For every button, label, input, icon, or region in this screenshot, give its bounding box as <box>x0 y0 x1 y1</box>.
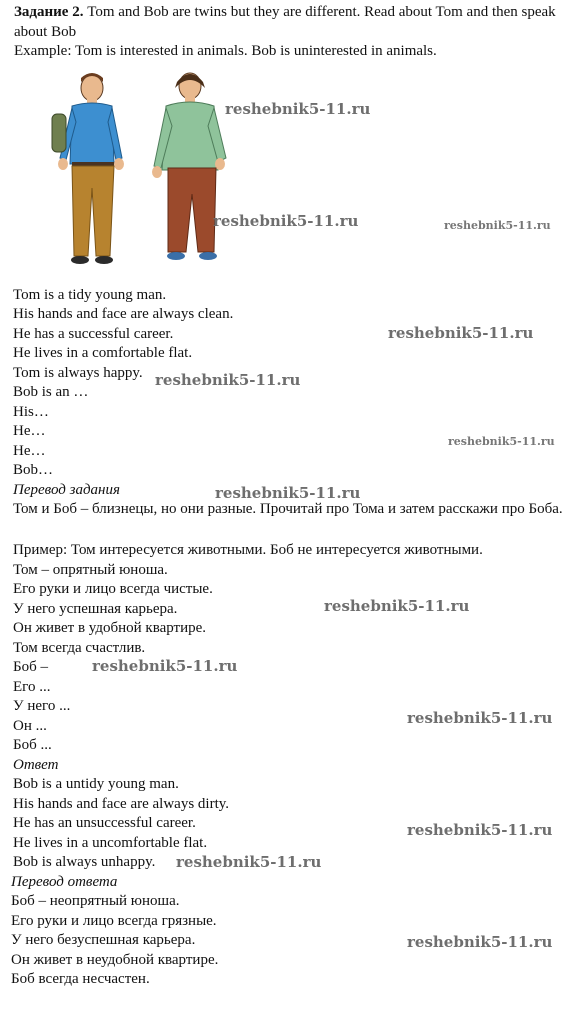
watermark: reshebnik5-11.ru <box>92 657 238 675</box>
answer-line: Bob is always unhappy. <box>13 854 156 870</box>
watermark: reshebnik5-11.ru <box>215 484 361 502</box>
answer-translation-line: Боб – неопрятный юноша. <box>11 893 180 909</box>
watermark: reshebnik5-11.ru <box>324 597 470 615</box>
answer-line: He has an unsuccessful career. <box>13 815 196 831</box>
watermark: reshebnik5-11.ru <box>155 371 301 389</box>
watermark: reshebnik5-11.ru <box>448 435 555 448</box>
answer-translation-line: У него безуспешная карьера. <box>11 932 196 948</box>
bob-prompt: He… <box>13 443 46 459</box>
translation-line: Его ... <box>13 679 51 695</box>
watermark: reshebnik5-11.ru <box>444 219 551 232</box>
bob-prompt: Bob… <box>13 462 54 478</box>
translation-line: Он ... <box>13 718 47 734</box>
translation-line: Пример: Том интересуется животными. Боб не интересуется животными. <box>13 542 483 558</box>
bob-prompt: His… <box>13 404 49 420</box>
answer-translation-line: Его руки и лицо всегда грязные. <box>11 913 217 929</box>
translation-line: У него ... <box>13 698 71 714</box>
translation-line: Боб – <box>13 659 48 675</box>
answer-translation-line: Боб всегда несчастен. <box>11 971 150 987</box>
watermark: reshebnik5-11.ru <box>407 709 553 727</box>
task-label: Задание 2. <box>14 4 84 20</box>
bob-figure <box>152 73 226 260</box>
translation-line: Том – опрятный юноша. <box>13 562 168 578</box>
watermark: reshebnik5-11.ru <box>225 100 371 118</box>
task-text: Tom and Bob are twins but they are different. Read about Tom and then speak about Bob <box>14 4 556 40</box>
tom-line: His hands and face are always clean. <box>13 306 234 322</box>
answer-line: His hands and face are always dirty. <box>13 796 230 812</box>
watermark: reshebnik5-11.ru <box>407 933 553 951</box>
bob-prompt: He… <box>13 423 46 439</box>
tom-line: He lives in a comfortable flat. <box>13 345 193 361</box>
answer-translation-line: Он живет в неудобной квартире. <box>11 952 219 968</box>
tom-line: Tom is always happy. <box>13 365 143 381</box>
task-example: Example: Tom is interested in animals. Bob is uninterested in animals. <box>14 43 437 59</box>
answer-line: Bob is a untidy young man. <box>13 776 179 792</box>
tom-figure <box>52 73 124 264</box>
translation-line: Том всегда счастлив. <box>13 640 146 656</box>
translation-task-intro: Том и Боб – близнецы, но они разные. Прочитай про Тома и затем расскажи про Боба. <box>13 501 563 517</box>
twins-illustration <box>30 66 270 280</box>
watermark: reshebnik5-11.ru <box>213 212 359 230</box>
bob-prompt: Bob is an … <box>13 384 89 400</box>
tom-line: Tom is a tidy young man. <box>13 287 167 303</box>
answer-heading: Ответ <box>13 757 59 773</box>
answer-line: He lives in a uncomfortable flat. <box>13 835 208 851</box>
watermark: reshebnik5-11.ru <box>176 853 322 871</box>
translation-task-heading: Перевод задания <box>13 482 120 498</box>
translation-line: Боб ... <box>13 737 52 753</box>
translation-line: Он живет в удобной квартире. <box>13 620 207 636</box>
answer-translation-heading: Перевод ответа <box>11 874 118 890</box>
translation-line: У него успешная карьера. <box>13 601 178 617</box>
watermark: reshebnik5-11.ru <box>407 821 553 839</box>
task-header <box>14 3 570 62</box>
tom-line: He has a successful career. <box>13 326 174 342</box>
translation-line: Его руки и лицо всегда чистые. <box>13 581 213 597</box>
watermark: reshebnik5-11.ru <box>388 324 534 342</box>
